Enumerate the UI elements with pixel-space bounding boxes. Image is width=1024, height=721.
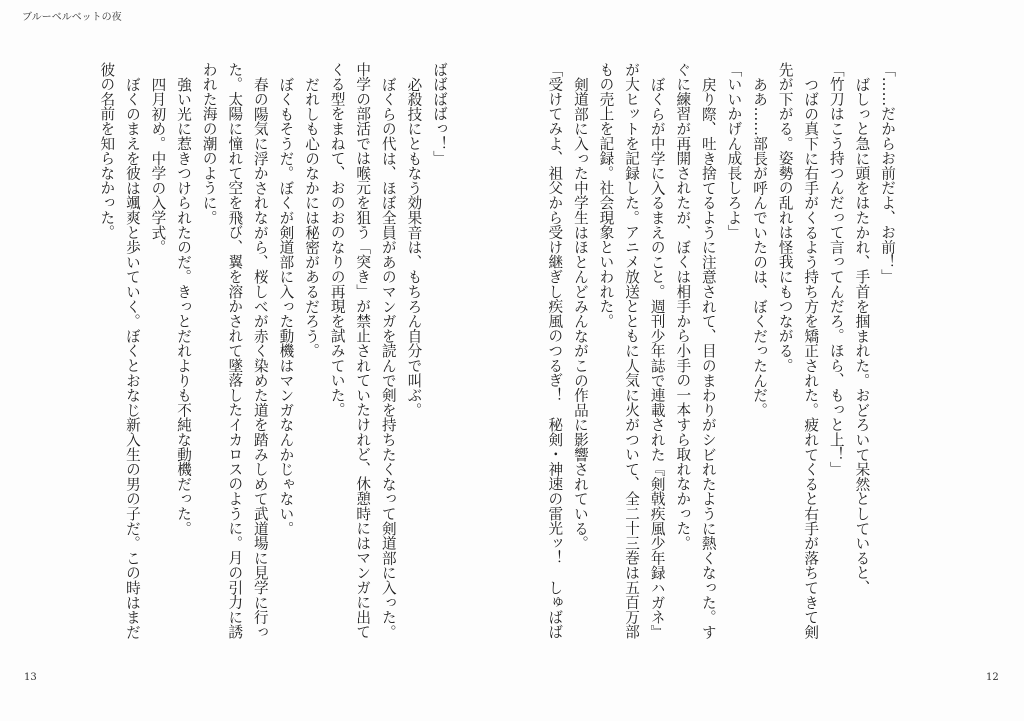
paragraph: ぼくもそうだ。ぼくが剣道部に入った動機はマンガなんかじゃない。 [277,76,295,536]
paragraph: ぼくらが中学に入るまえのこと。週刊少年誌で連載された『剣戟疾風少年録ハガネ』が大ヒットを記録した。アニメ放送とともに人気に火がついて、全二十三巻は五百万部もの売上を記録。社会現象といわれた。 [597,62,666,640]
paragraph: ばしっと急に頭をはたかれ、手首を掴まれた。おどろいて呆然としていると、 [853,76,871,595]
paragraph: 強い光に惹きつけられたのだ。きっとだれよりも不純な動機だった。 [175,76,193,536]
left-page-text [42,62,452,652]
right-page-text [546,62,900,652]
paragraph: 四月初め。中学の入学式。 [149,76,167,255]
paragraph: ばばばばっ！」 [431,62,448,166]
paragraph: 戻り際、吐き捨てるように注意されて、目のまわりがシビれたように熱くなった。すぐに練習が再開されたが、ぼくは相手から小手の一本すら取れなかった。 [674,62,717,639]
paragraph: ぼくらの代は、ほぼ全員があのマンガを読んで剣を持ちたくなって剣道部に入った。中学の部活では喉元を狙う「突き」が禁止されていたけれど、休憩時にはマンガに出てくる型をまねて、おのおのなりの再現を試みていた。 [328,62,397,640]
paragraph: だれしも心のなかには秘密があるだろう。 [303,76,321,358]
paragraph: 「竹刀はこう持つんだって言ってんだろ。ほら、もっと上！」 [827,62,845,477]
paragraph: 「受けてみよ、祖父から受け継ぎし疾風のつるぎ！ 秘剣・神速の雷光ッ！ しゅばば [546,62,564,640]
paragraph: 「いいかげん成長しろよ」 [725,62,743,240]
paragraph: ああ……部長が呼んでいたのは、ぼくだったんだ。 [751,76,769,417]
paragraph: 春の陽気に浮かされながら、桜しべが赤く染めた道を踏みしめて武道場に見学に行った。太陽に憧れて空を飛び、翼を溶かされて墜落したイカロスのように。月の引力に誘われた海の潮のように。 [200,62,269,640]
paragraph: 必殺技にともなう効果音は、もちろん自分で叫ぶ。 [405,76,423,417]
paragraph: つばの真下に右手がくるよう持ち方を矯正された。疲れてくると右手が落ちてきて剣先が下がる。姿勢の乱れは怪我にもつながる。 [776,62,820,639]
page-number-left: 13 [24,672,37,683]
paragraph: 「……だからお前だよ、お前！」 [879,62,896,284]
paragraph: 剣道部に入った中学生はほとんどみんながこの作品に影響されている。 [571,76,589,551]
running-header: ブルーベルベットの夜 [22,12,122,23]
page-number-right: 12 [986,672,999,683]
paragraph: ぼくのまえを彼は颯爽と歩いていく。ぼくとおなじ新入生の男の子だ。この時はまだ彼の名前を知らなかった。 [98,62,141,639]
